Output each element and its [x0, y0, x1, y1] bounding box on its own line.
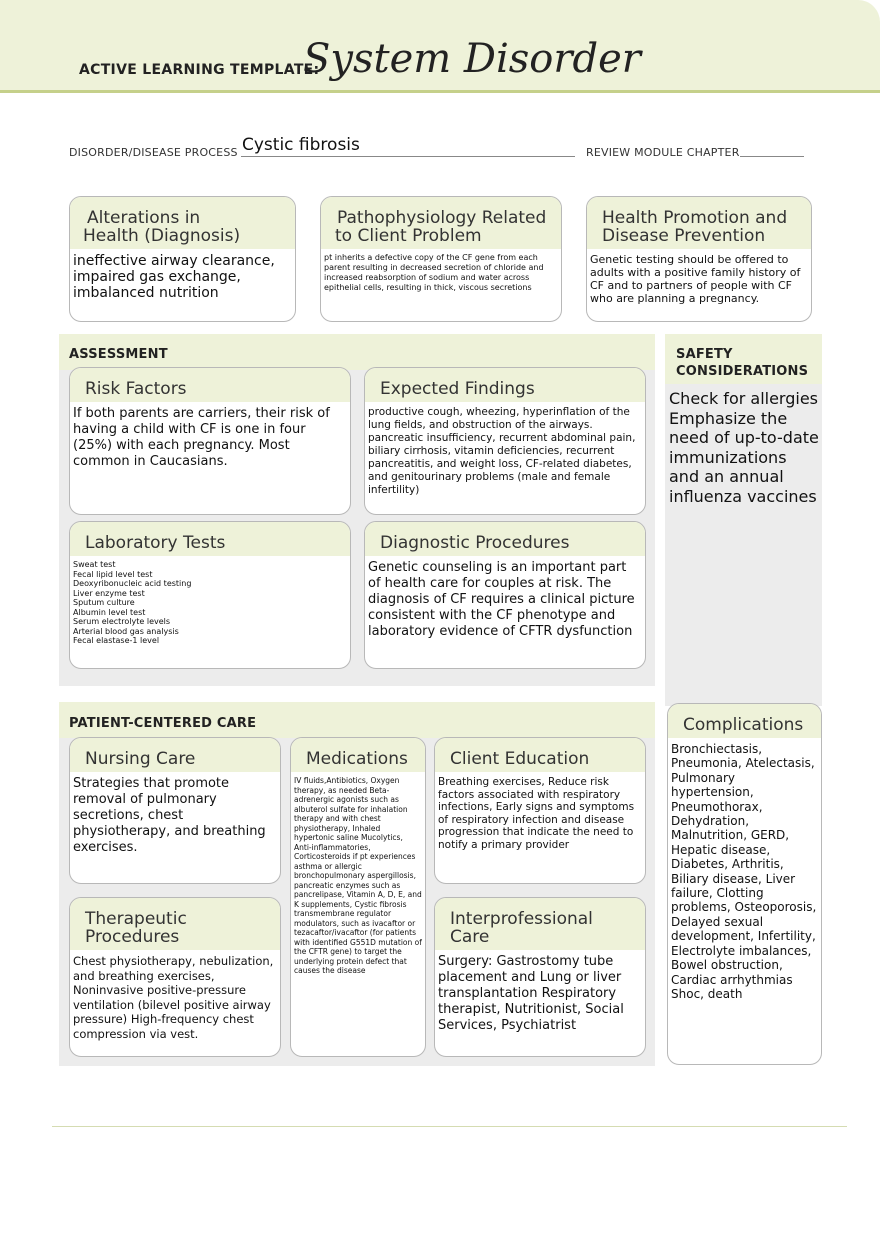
review-chapter-label: REVIEW MODULE CHAPTER	[586, 146, 740, 159]
risk-factors-title: Risk Factors	[70, 368, 350, 402]
nursing-care-title: Nursing Care	[70, 738, 280, 772]
health-promotion-text[interactable]: Genetic testing should be offered to adults with a positive family history of CF and to partners of people with CF who are planning a pregnancy.	[590, 253, 801, 305]
diagnostic-procedures-title: Diagnostic Procedures	[365, 522, 645, 556]
medications-text[interactable]: IV fluids,Antibiotics, Oxygen therapy, as needed Beta-adrenergic agonists such as albuterol sulfate for inhalation therapy and with chest physiotherapy, Inhaled hypertonic saline Mucolytics, Anti-inflammatories, Corticosteroids if pt experiences asthma or allergic bronchopulmonary aspergillosis, pancreatic enzymes such as pancrelipase, Vitamin A, D, E, and K supplements, Cystic fibrosis transmembrane regulator modulators, such as ivacaftor or tezacaftor/ivacaftor (for patients with identified G551D mutation of the CFTR gene) to target the underlying protein defect that causes the disease	[294, 776, 422, 975]
lab-test-item: Fecal lipid level test	[73, 569, 153, 579]
diagnostic-procedures-box	[364, 521, 646, 669]
assessment-heading: ASSESSMENT	[69, 347, 168, 362]
complications-title: Complications	[668, 704, 821, 738]
lab-test-item: Arterial blood gas analysis	[73, 626, 179, 636]
interprofessional-care-text[interactable]: Surgery: Gastrostomy tube placement and Lung or liver transplantation Respiratory therapist, Nutritionist, Social Services, Psychiatrist	[438, 954, 624, 1033]
medications-box	[290, 737, 426, 1057]
disorder-field[interactable]: Cystic fibrosis	[242, 135, 360, 155]
client-education-box	[434, 737, 646, 884]
lab-test-item: Deoxyribonucleic acid testing	[73, 579, 192, 588]
footer-divider	[52, 1126, 847, 1127]
pathophysiology-title: Pathophysiology Related to Client Problem	[321, 197, 561, 249]
health-promotion-title: Health Promotion and Disease Prevention	[587, 197, 811, 249]
complications-text[interactable]: Bronchiectasis, Pneumonia, Atelectasis, Pulmonary hypertension, Pneumothorax, Dehydration, Malnutrition, GERD, Hepatic disease, Diabetes, Arthritis, Biliary disease, Liver failure, Clotting problems, Osteoporosis, Delayed sexual development, Infertility, Electrolyte imbalances, Bowel obstruction, Cardiac arrhythmias Shoc, death	[671, 742, 817, 1001]
safety-heading: SAFETY CONSIDERATIONS	[676, 347, 809, 379]
client-education-text[interactable]: Breathing exercises, Reduce risk factors associated with respiratory infections, Early signs and symptoms of respiratory infection and disease progression that indicate the need to notify a primary provider	[438, 776, 635, 851]
therapeutic-procedures-title: Therapeutic Procedures	[70, 898, 280, 950]
expected-findings-title: Expected Findings	[365, 368, 645, 402]
lab-test-item: Sweat test	[73, 560, 116, 569]
lab-test-item: Serum electrolyte levels	[73, 617, 171, 626]
lab-test-item: Fecal elastase-1 level	[73, 636, 160, 645]
alterations-in-health-box	[69, 196, 296, 322]
lab-test-item: Albumin level test	[73, 607, 146, 617]
template-title: System Disorder	[303, 36, 641, 82]
pathophysiology-box	[320, 196, 562, 322]
expected-findings-text[interactable]: productive cough, wheezing, hyperinflation of the lung fields, and obstruction of the airways. pancreatic insufficiency, recurrent abdominal pain, biliary cirrhosis, vitamin deficiencies, recurrent pancreatitis, and weight loss, CF-related diabetes, and genitourinary problems (male and female infertility)	[368, 406, 636, 496]
disorder-label: DISORDER/DISEASE PROCESS	[69, 146, 238, 159]
patient-care-heading: PATIENT-CENTERED CARE	[69, 716, 257, 731]
review-chapter-field[interactable]	[740, 155, 804, 157]
laboratory-tests-title: Laboratory Tests	[70, 522, 350, 556]
therapeutic-procedures-box	[69, 897, 281, 1057]
pathophysiology-text[interactable]: pt inherits a defective copy of the CF gene from each parent resulting in decreased secretion of chloride and increased reabsorption of sodium and water across epithelial cells, resulting in thick, viscous secretions	[324, 253, 544, 292]
client-education-title: Client Education	[435, 738, 645, 772]
nursing-care-box	[69, 737, 281, 884]
therapeutic-procedures-text[interactable]: Chest physiotherapy, nebulization, and breathing exercises, Noninvasive positive-pressure ventilation (bilevel positive airway pressure) High-frequency chest compression via vest.	[73, 954, 274, 1041]
laboratory-tests-box	[69, 521, 351, 669]
interprofessional-care-box	[434, 897, 646, 1057]
alterations-text[interactable]: ineffective airway clearance, impaired gas exchange, imbalanced nutrition	[73, 253, 275, 301]
interprofessional-care-title: Interprofessional Care	[435, 898, 645, 950]
medications-title: Medications	[291, 738, 425, 772]
health-promotion-box	[586, 196, 812, 322]
risk-factors-text[interactable]: If both parents are carriers, their risk of having a child with CF is one in four (25%) with each pregnancy. Most common in Caucasians.	[73, 406, 330, 469]
lab-test-item: Liver enzyme test	[73, 588, 145, 598]
risk-factors-box	[69, 367, 351, 515]
diagnostic-procedures-text[interactable]: Genetic counseling is an important part of health care for couples at risk. The diagnosis of CF requires a clinical picture consistent with the CF phenotype and laboratory evidence of CFTR dysfunction	[368, 560, 635, 639]
nursing-care-text[interactable]: Strategies that promote removal of pulmonary secretions, chest physiotherapy, and breathing exercises.	[73, 776, 266, 855]
complications-box	[667, 703, 822, 1065]
template-label: ACTIVE LEARNING TEMPLATE:	[79, 62, 320, 78]
alterations-title: Alterations in Health (Diagnosis)	[70, 197, 295, 249]
disorder-underline	[241, 155, 575, 157]
lab-test-item: Sputum culture	[73, 598, 135, 607]
laboratory-tests-list[interactable]	[70, 556, 350, 649]
expected-findings-box	[364, 367, 646, 515]
safety-text[interactable]: Check for allergies Emphasize the need of up-to-date immunizations and an annual influenza vaccines	[669, 389, 819, 506]
